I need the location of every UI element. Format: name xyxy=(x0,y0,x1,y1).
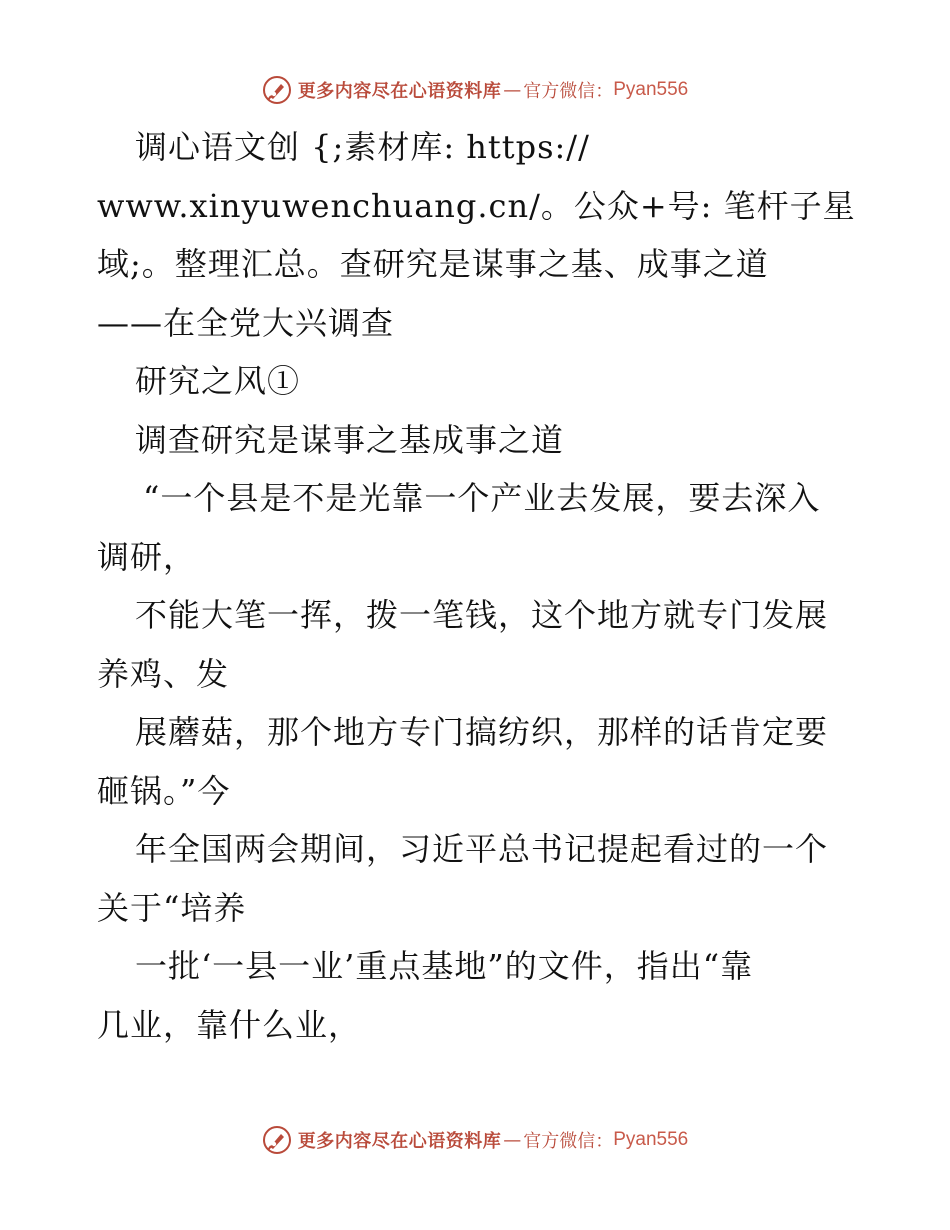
banner-wechat-label: 官方微信： xyxy=(523,81,614,102)
body-line: 几业，靠什么业， xyxy=(97,1005,362,1044)
body-line: 一批‘一县一业’重点基地”的文件，指出“靠 xyxy=(135,947,754,985)
body-line: 研究之风① xyxy=(135,362,301,400)
banner-dash: — xyxy=(503,1129,522,1151)
body-line: 调研， xyxy=(97,537,197,576)
body-line: www.xinyuwenchuang.cn/。公众+号: 笔杆子星 xyxy=(97,186,856,225)
body-line: 养鸡、发 xyxy=(97,654,230,693)
body-line: 调心语文创 {;素材库: https:// xyxy=(135,128,590,166)
body-line: 关于“培养 xyxy=(97,888,247,927)
document-body xyxy=(97,118,857,1054)
header-banner xyxy=(0,72,950,108)
body-line: ——在全党大兴调查 xyxy=(97,303,395,342)
banner-wechat-id: Pyan556 xyxy=(613,1129,689,1150)
body-line: “一个县是不是光靠一个产业去发展，要去深入 xyxy=(143,479,821,517)
body-line: 年全国两会期间，习近平总书记提起看过的一个 xyxy=(135,830,829,868)
body-line: 调查研究是谋事之基成事之道 xyxy=(135,420,565,459)
banner-wechat-id: Pyan556 xyxy=(613,79,689,100)
body-line: 域;。整理汇总。查研究是谋事之基、成事之道 xyxy=(97,245,769,283)
body-line: 不能大笔一挥，拨一笔钱，这个地方就专门发展 xyxy=(135,596,829,634)
footer-banner xyxy=(0,1122,950,1158)
pen-nib-logo-icon xyxy=(262,1125,292,1155)
body-line: 展蘑菇，那个地方专门搞纺织，那样的话肯定要 xyxy=(135,713,829,751)
banner-dash: — xyxy=(503,79,522,101)
body-line: 砸锅。”今 xyxy=(97,771,231,810)
pen-nib-logo-icon xyxy=(262,75,292,105)
banner-brand-text: 更多内容尽在心语资料库 xyxy=(297,81,502,102)
banner-wechat-label: 官方微信： xyxy=(523,1131,614,1152)
banner-brand-text: 更多内容尽在心语资料库 xyxy=(297,1131,502,1152)
